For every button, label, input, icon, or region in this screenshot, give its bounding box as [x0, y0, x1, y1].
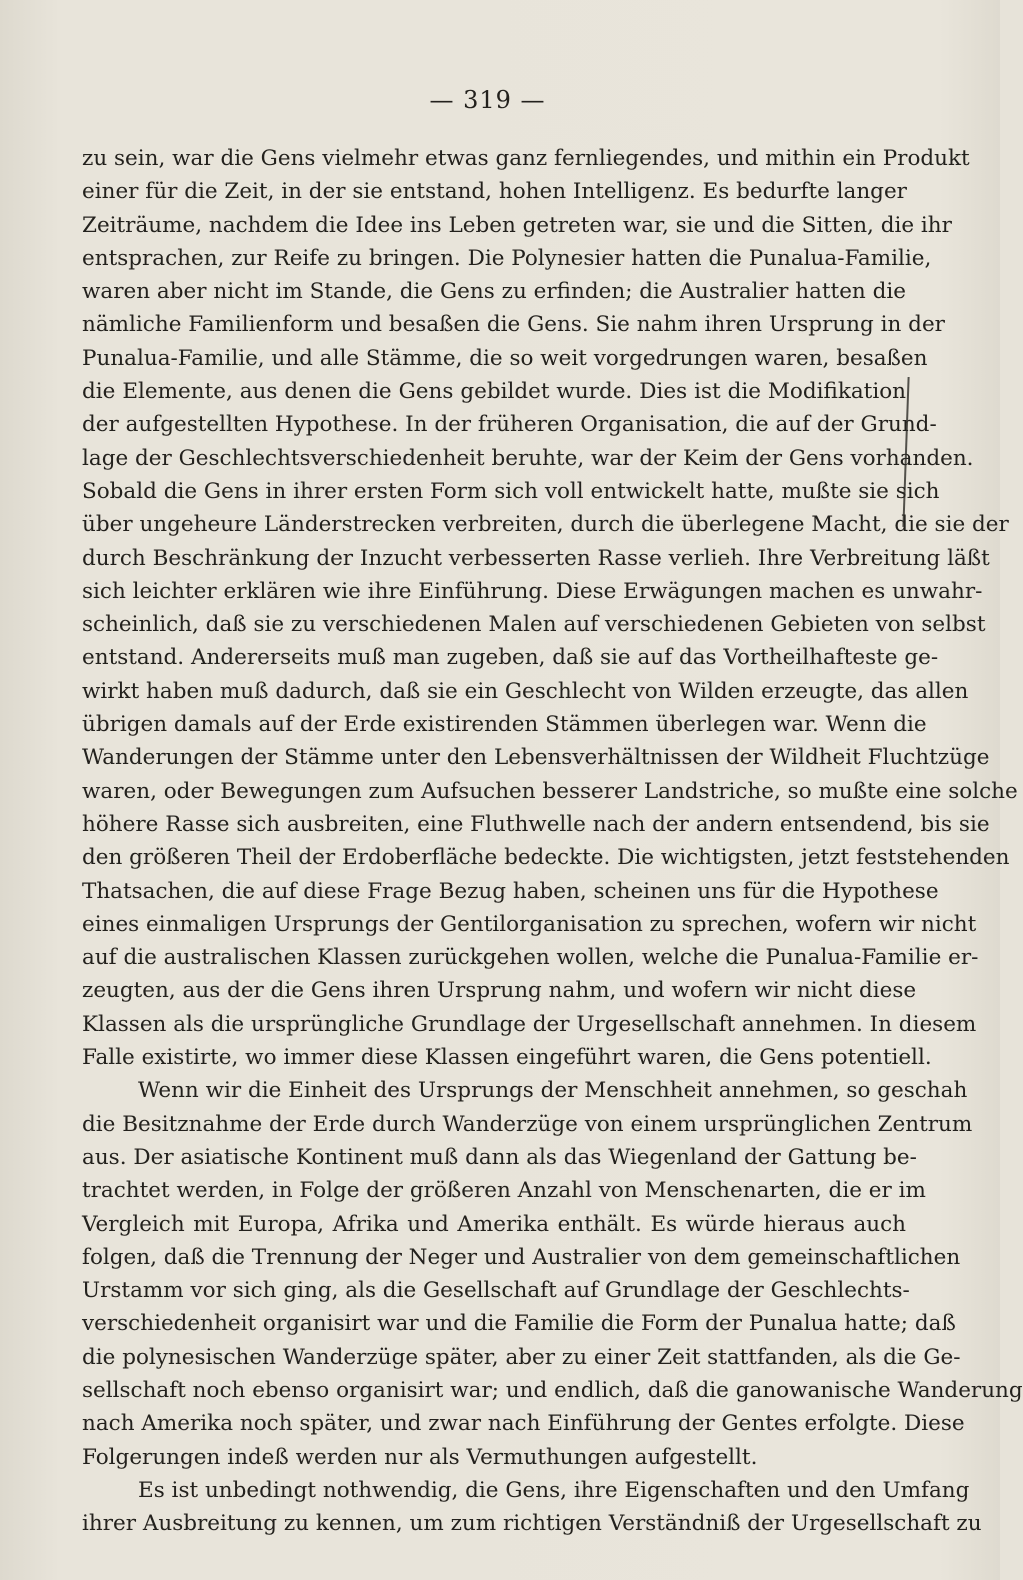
- text-line: die polynesischen Wanderzüge später, aber zu einer Zeit stattfanden, als die Ge-: [82, 1344, 961, 1370]
- text-line: Zeiträume, nachdem die Idee ins Leben getreten war, sie und die Sitten, die ihr: [82, 212, 952, 238]
- text-line: ihrer Ausbreitung zu kennen, um zum richtigen Verständniß der Urgesellschaft zu: [82, 1511, 982, 1537]
- text-line: Punalua-Familie, und alle Stämme, die so weit vorgedrungen waren, besaßen: [82, 345, 928, 371]
- text-line: Es ist unbedingt nothwendig, die Gens, ihre Eigenschaften und den Umfang: [138, 1477, 970, 1503]
- text-line: waren, oder Bewegungen zum Aufsuchen besserer Landstriche, so mußte eine solche: [82, 778, 1018, 804]
- text-line: die Besitznahme der Erde durch Wanderzüge von einem ursprünglichen Zentrum: [82, 1111, 973, 1137]
- text-line: einer für die Zeit, in der sie entstand, hohen Intelligenz. Es bedurfte langer: [82, 179, 907, 205]
- text-line: sich leichter erklären wie ihre Einführung. Diese Erwägungen machen es unwahr-: [82, 578, 983, 604]
- text-line: trachtet werden, in Folge der größeren Anzahl von Menschenarten, die er im: [82, 1178, 926, 1204]
- text-line: über ungeheure Länderstrecken verbreiten, durch die überlegene Macht, die sie der: [82, 512, 1009, 538]
- text-line: übrigen damals auf der Erde existirenden Stämmen überlegen war. Wenn die: [82, 712, 927, 738]
- body-text: [82, 142, 1023, 1540]
- text-line: zeugten, aus der die Gens ihren Ursprung nahm, und wofern wir nicht diese: [82, 978, 917, 1004]
- text-line: folgen, daß die Trennung der Neger und Australier von dem gemeinschaftlichen: [82, 1244, 961, 1270]
- text-line: auf die australischen Klassen zurückgehen wollen, welche die Punalua-Familie er-: [82, 945, 979, 971]
- text-line: sellschaft noch ebenso organisirt war; und endlich, daß die ganowanische Wanderung: [82, 1377, 1023, 1403]
- text-line: Falle existirte, wo immer diese Klassen eingeführt waren, die Gens potentiell.: [82, 1045, 932, 1071]
- text-line: lage der Geschlechtsverschiedenheit beruhte, war der Keim der Gens vorhanden.: [82, 445, 974, 471]
- text-line: Folgerungen indeß werden nur als Vermuthungen aufgestellt.: [82, 1444, 758, 1470]
- text-line: entstand. Andererseits muß man zugeben, daß sie auf das Vortheilhafteste ge-: [82, 645, 939, 671]
- text-line: aus. Der asiatische Kontinent muß dann als das Wiegenland der Gattung be-: [82, 1144, 917, 1170]
- page-number: — 319 —: [429, 86, 546, 114]
- text-line: die Elemente, aus denen die Gens gebildet wurde. Dies ist die Modifikation: [82, 379, 906, 405]
- text-line: eines einmaligen Ursprungs der Gentilorganisation zu sprechen, wofern wir nicht: [82, 911, 977, 937]
- text-line: Wanderungen der Stämme unter den Lebensverhältnissen der Wildheit Fluchtzüge: [82, 745, 990, 771]
- text-line: Urstamm vor sich ging, als die Gesellschaft auf Grundlage der Geschlechts-: [82, 1278, 910, 1304]
- paragraph: [82, 1474, 982, 1541]
- paragraph: [82, 1074, 1023, 1474]
- text-line: waren aber nicht im Stande, die Gens zu erfinden; die Australier hatten die: [82, 279, 906, 305]
- text-line: verschiedenheit organisirt war und die Familie die Form der Punalua hatte; daß: [82, 1311, 956, 1337]
- text-line: zu sein, war die Gens vielmehr etwas ganz fernliegendes, und mithin ein Produkt: [82, 146, 970, 171]
- text-line: Klassen als die ursprüngliche Grundlage der Urgesellschaft annehmen. In diesem: [82, 1011, 977, 1037]
- text-line: höhere Rasse sich ausbreiten, eine Fluthwelle nach der andern entsendend, bis sie: [82, 811, 990, 837]
- text-line: Thatsachen, die auf diese Frage Bezug haben, scheinen uns für die Hypothese: [82, 878, 939, 904]
- text-line: Wenn wir die Einheit des Ursprungs der Menschheit annehmen, so geschah: [138, 1078, 968, 1104]
- paragraph: [82, 142, 1018, 1074]
- text-line: Sobald die Gens in ihrer ersten Form sich voll entwickelt hatte, mußte sie sich: [82, 478, 940, 504]
- text-line: durch Beschränkung der Inzucht verbesserten Rasse verlieh. Ihre Verbreitung läßt: [82, 545, 990, 571]
- text-line: Vergleich mit Europa, Afrika und Amerika enthält. Es würde hieraus auch: [82, 1211, 906, 1237]
- text-line: wirkt haben muß dadurch, daß sie ein Geschlecht von Wilden erzeugte, das allen: [82, 678, 969, 704]
- text-line: nämliche Familienform und besaßen die Gens. Sie nahm ihren Ursprung in der: [82, 312, 945, 338]
- text-line: scheinlich, daß sie zu verschiedenen Malen auf verschiedenen Gebieten von selbst: [82, 612, 986, 638]
- text-line: nach Amerika noch später, und zwar nach Einführung der Gentes erfolgte. Diese: [82, 1411, 965, 1437]
- text-line: entsprachen, zur Reife zu bringen. Die Polynesier hatten die Punalua-Familie,: [82, 245, 932, 271]
- text-line: der aufgestellten Hypothese. In der früheren Organisation, die auf der Grund-: [82, 412, 937, 438]
- text-line: den größeren Theil der Erdoberfläche bedeckte. Die wichtigsten, jetzt feststehenden: [82, 845, 1010, 871]
